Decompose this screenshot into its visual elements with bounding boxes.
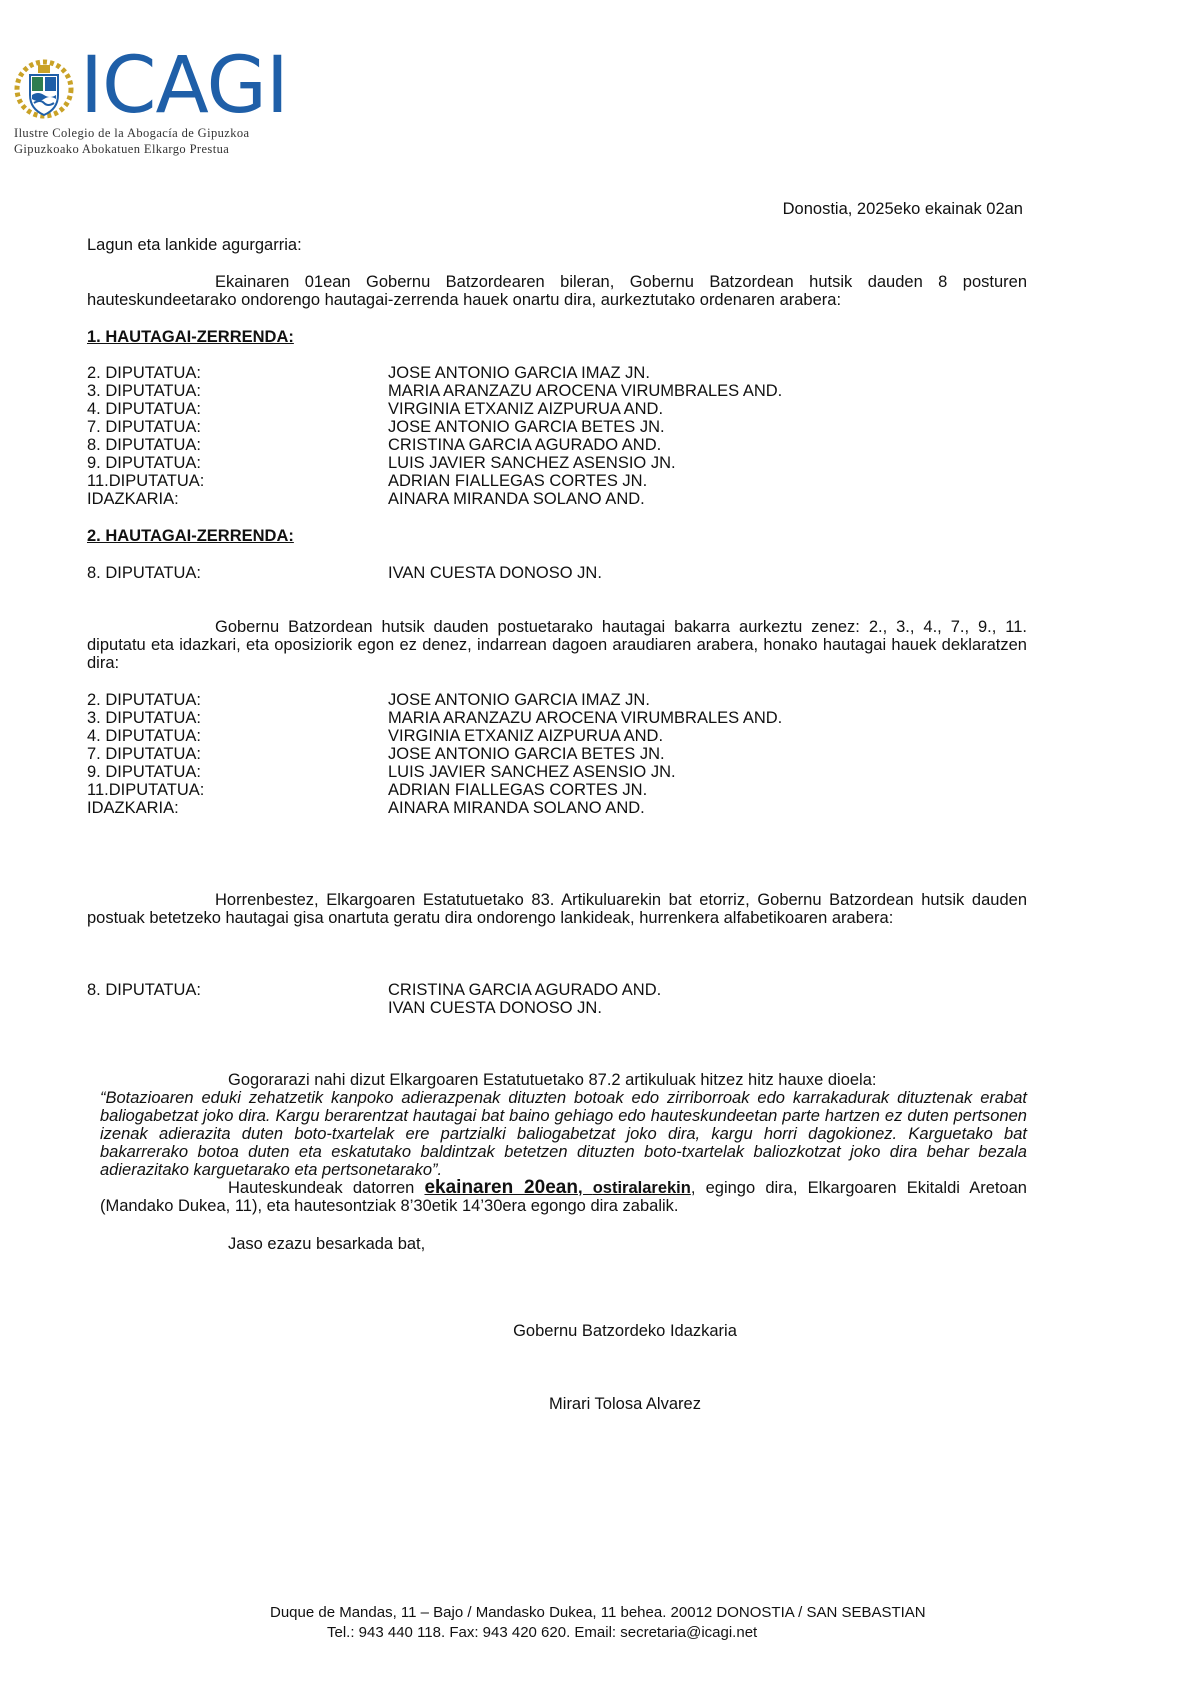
approved-candidate: IVAN CUESTA DONOSO JN. bbox=[388, 999, 602, 1017]
list2-role: 8. DIPUTATUA: bbox=[87, 564, 201, 582]
election-pre: Hauteskundeak datorren bbox=[228, 1179, 425, 1197]
signature-name: Mirari Tolosa Alvarez bbox=[549, 1395, 701, 1413]
election-sep: , bbox=[577, 1179, 593, 1197]
list1-candidate: JOSE ANTONIO GARCIA BETES JN. bbox=[388, 418, 665, 436]
election-paragraph bbox=[100, 1179, 1027, 1215]
declared-candidate: MARIA ARANZAZU AROCENA VIRUMBRALES AND. bbox=[388, 709, 783, 727]
declared-role: 3. DIPUTATUA: bbox=[87, 709, 201, 727]
list1-role: 8. DIPUTATUA: bbox=[87, 436, 201, 454]
list2-candidate: IVAN CUESTA DONOSO JN. bbox=[388, 564, 602, 582]
list2-heading: 2. HAUTAGAI-ZERRENDA: bbox=[87, 527, 294, 545]
statute-quote: “Botazioaren eduki zehatzetik kanpoko adierazpenak dituzten botoak edo zirriborroak edo karrakadurak dituztenak erabat baliogabetzat joko dira. Kargu berarentzat hautagai bat baino gehiago edo hauteskundeetan parte hartzen ez duten pertsonen izenak adierazita duten boto-txartelak ere partzialki baliogabetzat joko dira, kargu horri dagokionez. Karguetako bat bakarrerako botoa duten eta eskatutako baldintzak betetzen dituzten boto-txartelak baliozkotzat joko dira behar bezala adierazitako karguetarako eta pertsonetarako”. bbox=[100, 1089, 1027, 1179]
declared-role: 7. DIPUTATUA: bbox=[87, 745, 201, 763]
footer-address: Duque de Mandas, 11 – Bajo / Mandasko Dukea, 11 behea. 20012 DONOSTIA / SAN SEBASTIAN bbox=[270, 1604, 926, 1621]
list1-candidate: CRISTINA GARCIA AGURADO AND. bbox=[388, 436, 662, 454]
reminder-intro: Gogorarazi nahi dizut Elkargoaren Estatutuetako 87.2 artikuluak hitzez hitz hauxe dioela: bbox=[228, 1071, 877, 1089]
declared-candidate: AINARA MIRANDA SOLANO AND. bbox=[388, 799, 645, 817]
list1-candidate: MARIA ARANZAZU AROCENA VIRUMBRALES AND. bbox=[388, 382, 783, 400]
intro-paragraph: Ekainaren 01ean Gobernu Batzordearen bileran, Gobernu Batzordean hutsik dauden 8 posturen hauteskundeetarako ondorengo hautagai-zerrenda hauek onartu dira, aurkeztutako ordenaren arabera: bbox=[87, 273, 1027, 309]
coat-of-arms-icon bbox=[14, 55, 74, 123]
list1-role: 3. DIPUTATUA: bbox=[87, 382, 201, 400]
list1-role: IDAZKARIA: bbox=[87, 490, 179, 508]
logo-subtitle-spanish: Ilustre Colegio de la Abogacía de Gipuzkoa bbox=[14, 126, 250, 140]
declared-role: 9. DIPUTATUA: bbox=[87, 763, 201, 781]
list1-candidate: LUIS JAVIER SANCHEZ ASENSIO JN. bbox=[388, 454, 676, 472]
declared-role: 2. DIPUTATUA: bbox=[87, 691, 201, 709]
declared-candidate: ADRIAN FIALLEGAS CORTES JN. bbox=[388, 781, 648, 799]
declared-candidate: JOSE ANTONIO GARCIA IMAZ JN. bbox=[388, 691, 650, 709]
election-date: ekainaren 20ean bbox=[424, 1177, 578, 1198]
approved-paragraph: Horrenbestez, Elkargoaren Estatutuetako 83. Artikuluarekin bat etorriz, Gobernu Batzordean hutsik dauden postuak betetzeko hautagai gisa onartuta geratu dira ondorengo lankideak, hurrenkera alfabetikoaren arabera: bbox=[87, 891, 1027, 927]
list1-role: 11.DIPUTATUA: bbox=[87, 472, 205, 490]
list1-role: 7. DIPUTATUA: bbox=[87, 418, 201, 436]
list1-candidate: VIRGINIA ETXANIZ AIZPURUA AND. bbox=[388, 400, 664, 418]
list1-candidate: AINARA MIRANDA SOLANO AND. bbox=[388, 490, 645, 508]
election-day: ostiralarekin bbox=[592, 1179, 691, 1197]
footer-contact: Tel.: 943 440 118. Fax: 943 420 620. Email: secretaria@icagi.net bbox=[327, 1624, 758, 1641]
list1-role: 9. DIPUTATUA: bbox=[87, 454, 201, 472]
list1-candidate: ADRIAN FIALLEGAS CORTES JN. bbox=[388, 472, 648, 490]
list1-role: 2. DIPUTATUA: bbox=[87, 364, 201, 382]
closing: Jaso ezazu besarkada bat, bbox=[228, 1235, 426, 1253]
declared-candidate: VIRGINIA ETXANIZ AIZPURUA AND. bbox=[388, 727, 664, 745]
logo-wordmark: ICAGI bbox=[80, 41, 288, 131]
greeting: Lagun eta lankide agurgarria: bbox=[87, 236, 302, 254]
declared-role: 11.DIPUTATUA: bbox=[87, 781, 205, 799]
declared-paragraph: Gobernu Batzordean hutsik dauden postuetarako hautagai bakarra aurkeztu zenez: 2., 3., 4., 7., 9., 11. diputatu eta idazkari, eta oposiziorik egon ez denez, indarrean dagoen araudiaren arabera, honako hautagai hauek deklaratzen dira: bbox=[87, 618, 1027, 672]
declared-candidate: JOSE ANTONIO GARCIA BETES JN. bbox=[388, 745, 665, 763]
list1-candidate: JOSE ANTONIO GARCIA IMAZ JN. bbox=[388, 364, 650, 382]
approved-role: 8. DIPUTATUA: bbox=[87, 981, 201, 999]
declared-role: IDAZKARIA: bbox=[87, 799, 179, 817]
logo-subtitle-basque: Gipuzkoako Abokatuen Elkargo Prestua bbox=[14, 142, 230, 156]
approved-candidate: CRISTINA GARCIA AGURADO AND. bbox=[388, 981, 662, 999]
list1-heading: 1. HAUTAGAI-ZERRENDA: bbox=[87, 328, 294, 346]
date-line: Donostia, 2025eko ekainak 02an bbox=[782, 200, 1023, 218]
declared-candidate: LUIS JAVIER SANCHEZ ASENSIO JN. bbox=[388, 763, 676, 781]
list1-role: 4. DIPUTATUA: bbox=[87, 400, 201, 418]
election-post: , egingo dira, Elkargoaren Ekitaldi Aretoan (Mandako Dukea, 11), eta hautesontziak 8’30etik 14’30era egongo dira zabalik. bbox=[100, 1179, 1027, 1215]
signature-title: Gobernu Batzordeko Idazkaria bbox=[513, 1322, 737, 1340]
declared-role: 4. DIPUTATUA: bbox=[87, 727, 201, 745]
